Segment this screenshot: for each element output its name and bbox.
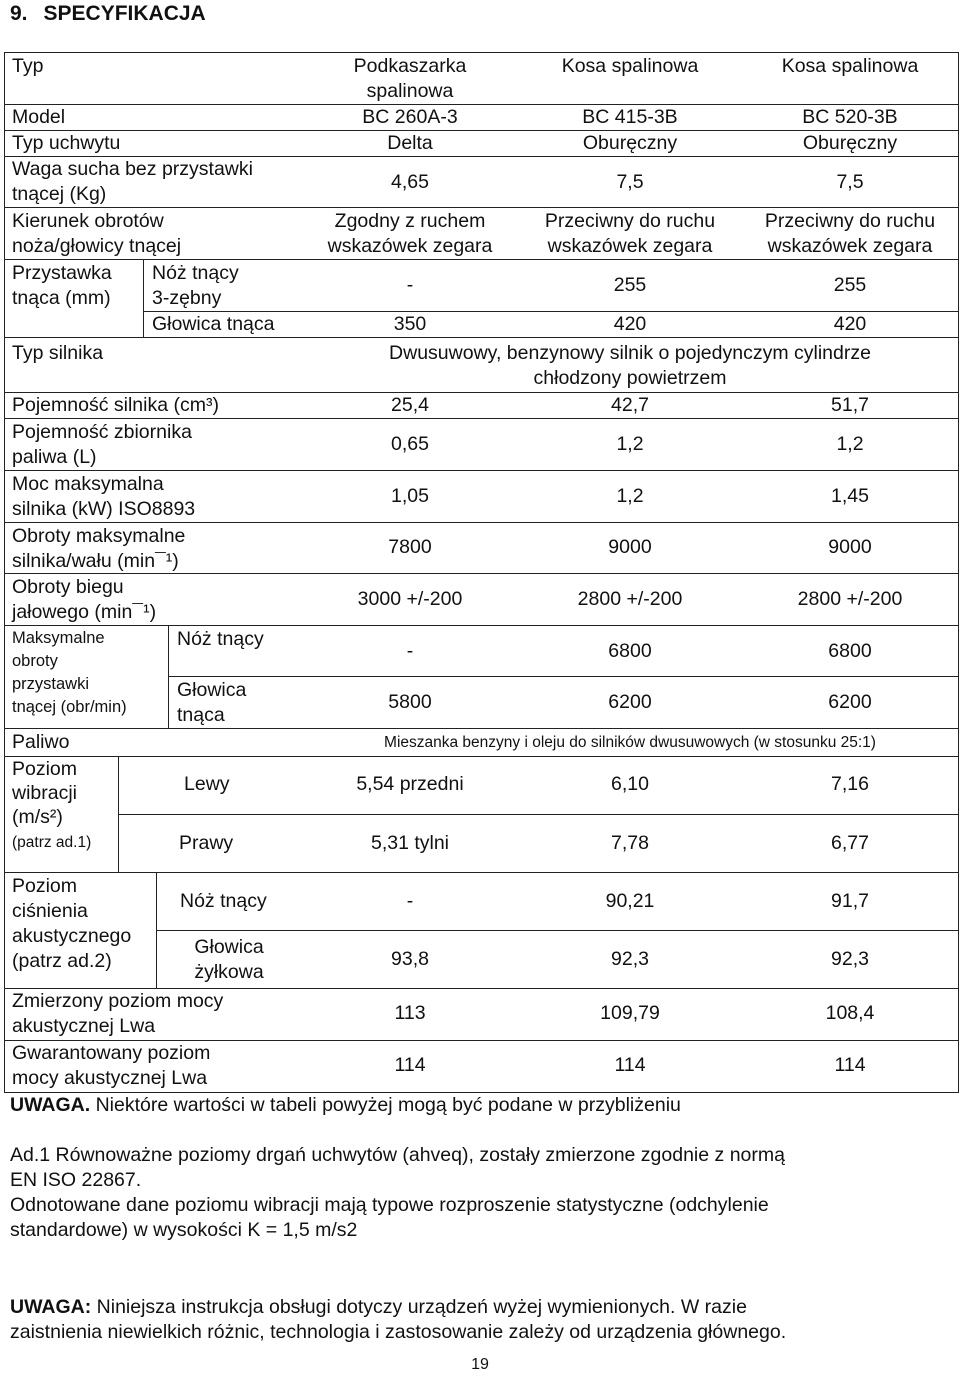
warning-text: Niektóre wartości w tabeli powyżej mogą być podane w przybliżeniu bbox=[90, 1094, 681, 1116]
weight-value-1: 4,65 bbox=[391, 171, 429, 193]
pressure-head-value-3: 92,3 bbox=[831, 948, 869, 970]
table-border-top bbox=[4, 52, 959, 53]
ad1-line3: Odnotowane dane poziomu wibracji mają typowe rozproszenie statystyczne (odchylenie bbox=[10, 1194, 769, 1216]
attachment-blade-label-line2: 3-zębny bbox=[152, 287, 222, 309]
vibration-right-label: Prawy bbox=[179, 832, 234, 854]
column-divider bbox=[143, 259, 144, 337]
idle-rpm-value-3: 2800 +/-200 bbox=[797, 588, 903, 610]
header-col2: Kosa spalinowa bbox=[561, 55, 699, 77]
attachment-blade-value-3: 255 bbox=[833, 274, 867, 296]
model-value-3: BC 520-3B bbox=[802, 106, 898, 128]
rotation-value-2-line2: wskazówek zegara bbox=[547, 235, 713, 257]
measured-power-label-line2: akustycznej Lwa bbox=[12, 1015, 156, 1037]
attachment-blade-value-2: 255 bbox=[613, 274, 647, 296]
measured-power-value-2: 109,79 bbox=[600, 1002, 660, 1024]
idle-rpm-label-line2: jałowego (min¯¹) bbox=[12, 601, 157, 623]
guaranteed-power-value-2: 114 bbox=[614, 1054, 646, 1076]
power-label-line1: Moc maksymalna bbox=[12, 473, 164, 495]
pressure-label-line4: (patrz ad.2) bbox=[12, 950, 112, 972]
power-label-line2: silnika (kW) ISO8893 bbox=[12, 498, 196, 520]
power-value-1: 1,05 bbox=[391, 485, 429, 507]
row-divider bbox=[4, 522, 959, 523]
row-divider bbox=[4, 756, 959, 757]
row-divider bbox=[168, 676, 959, 677]
column-divider bbox=[168, 625, 169, 728]
row-divider bbox=[156, 930, 959, 931]
attachment-rpm-head-value-1: 5800 bbox=[388, 691, 432, 713]
warning-bold-label: UWAGA. bbox=[10, 1094, 91, 1116]
row-divider bbox=[4, 872, 959, 873]
handle-value-3: Oburęczny bbox=[802, 132, 898, 154]
attachment-rpm-label-line1: Maksymalne bbox=[12, 629, 105, 647]
section-title: SPECYFIKACJA bbox=[43, 2, 206, 25]
vibration-label-line3: (m/s²) bbox=[12, 806, 63, 828]
attachment-rpm-label-line2: obroty bbox=[12, 652, 58, 670]
vibration-right-value-1: 5,31 tylni bbox=[370, 832, 450, 854]
attachment-label-line1: Przystawka bbox=[12, 262, 112, 284]
guaranteed-power-label-line1: Gwarantowany poziom bbox=[12, 1042, 211, 1064]
model-value-2: BC 415-3B bbox=[582, 106, 678, 128]
row-divider bbox=[4, 470, 959, 471]
attachment-head-value-2: 420 bbox=[613, 313, 647, 335]
engine-value-line1: Dwusuwowy, benzynowy silnik o pojedynczym cylindrze bbox=[389, 342, 871, 364]
displacement-value-2: 42,7 bbox=[611, 394, 649, 416]
approximation-warning bbox=[10, 1093, 950, 1118]
vibration-note: (patrz ad.1) bbox=[12, 834, 92, 851]
max-rpm-value-2: 9000 bbox=[608, 536, 652, 558]
attachment-rpm-blade-label: Nóż tnący bbox=[177, 628, 264, 650]
attachment-head-value-3: 420 bbox=[833, 313, 867, 335]
fuel-value: Mieszanka benzyny i oleju do silników dwusuwowych (w stosunku 25:1) bbox=[384, 734, 876, 751]
section-heading bbox=[10, 2, 222, 26]
row-divider bbox=[4, 337, 959, 338]
pressure-label-line3: akustycznego bbox=[12, 925, 132, 947]
engine-label: Typ silnika bbox=[12, 342, 104, 364]
header-col1-line2: spalinowa bbox=[366, 80, 454, 102]
measured-power-value-3: 108,4 bbox=[825, 1002, 875, 1024]
attachment-rpm-blade-value-1: - bbox=[406, 640, 414, 662]
pressure-blade-label: Nóż tnący bbox=[180, 890, 267, 912]
model-value-1: BC 260A-3 bbox=[362, 106, 458, 128]
measured-power-label-line1: Zmierzony poziom mocy bbox=[12, 990, 224, 1012]
rotation-label-line1: Kierunek obrotów bbox=[12, 210, 164, 232]
table-border-left bbox=[4, 52, 5, 1093]
weight-value-2: 7,5 bbox=[616, 171, 644, 193]
model-label: Model bbox=[12, 106, 66, 128]
measured-power-value-1: 113 bbox=[394, 1002, 426, 1024]
pressure-head-label-line2: żyłkowa bbox=[194, 961, 264, 983]
attachment-rpm-head-label-line2: tnąca bbox=[177, 704, 225, 726]
weight-label-line2: tnącej (Kg) bbox=[12, 183, 107, 205]
pressure-head-value-2: 92,3 bbox=[611, 948, 649, 970]
pressure-head-label-line1: Głowica bbox=[194, 936, 264, 958]
guaranteed-power-label-line2: mocy akustycznej Lwa bbox=[12, 1067, 208, 1089]
attachment-rpm-head-value-3: 6200 bbox=[828, 691, 872, 713]
guaranteed-power-value-3: 114 bbox=[834, 1054, 866, 1076]
row-divider bbox=[4, 625, 959, 626]
pressure-label-line2: ciśnienia bbox=[12, 900, 88, 922]
attachment-rpm-blade-value-3: 6800 bbox=[828, 640, 872, 662]
attachment-rpm-label-line4: tnącej (obr/min) bbox=[12, 698, 127, 716]
vibration-right-value-3: 6,77 bbox=[831, 832, 869, 854]
attachment-blade-label-line1: Nóż tnący bbox=[152, 262, 239, 284]
pressure-head-value-1: 93,8 bbox=[391, 948, 429, 970]
max-rpm-value-1: 7800 bbox=[388, 536, 432, 558]
tank-label-line1: Pojemność zbiornika bbox=[12, 421, 192, 443]
pressure-blade-value-3: 91,7 bbox=[831, 890, 869, 912]
weight-value-3: 7,5 bbox=[836, 171, 864, 193]
general-warning-line2: zaistnienia niewielkich różnic, technologia i zastosowanie zależy od urządzenia głównego. bbox=[10, 1321, 787, 1343]
handle-label: Typ uchwytu bbox=[12, 132, 121, 154]
rotation-value-1-line2: wskazówek zegara bbox=[327, 235, 493, 257]
displacement-label: Pojemność silnika (cm³) bbox=[12, 394, 219, 416]
tank-value-1: 0,65 bbox=[391, 433, 429, 455]
handle-value-1: Delta bbox=[387, 132, 433, 154]
displacement-value-3: 51,7 bbox=[831, 394, 869, 416]
attachment-blade-value-1: - bbox=[406, 274, 414, 296]
pressure-blade-value-2: 90,21 bbox=[605, 890, 655, 912]
ad1-line2: EN ISO 22867. bbox=[10, 1169, 142, 1191]
rotation-label-line2: noża/głowicy tnącej bbox=[12, 235, 182, 257]
weight-label-line1: Waga sucha bez przystawki bbox=[12, 158, 253, 180]
power-value-2: 1,2 bbox=[616, 485, 644, 507]
pressure-label-line1: Poziom bbox=[12, 875, 78, 897]
rotation-value-2-line1: Przeciwny do ruchu bbox=[544, 210, 716, 232]
vibration-left-value-2: 6,10 bbox=[611, 773, 649, 795]
row-divider bbox=[4, 418, 959, 419]
header-col3: Kosa spalinowa bbox=[781, 55, 919, 77]
max-rpm-label-line1: Obroty maksymalne bbox=[12, 525, 186, 547]
idle-rpm-label-line1: Obroty biegu bbox=[12, 576, 124, 598]
attachment-rpm-head-label-line1: Głowica bbox=[177, 679, 247, 701]
vibration-label-line1: Poziom bbox=[12, 758, 78, 780]
engine-value-line2: chłodzony powietrzem bbox=[533, 367, 727, 389]
section-number: 9. bbox=[10, 2, 28, 25]
attachment-rpm-blade-value-2: 6800 bbox=[608, 640, 652, 662]
tank-label-line2: paliwa (L) bbox=[12, 446, 97, 468]
header-label: Typ bbox=[12, 55, 44, 77]
vibration-right-value-2: 7,78 bbox=[611, 832, 649, 854]
header-col1-line1: Podkaszarka bbox=[353, 55, 467, 77]
max-rpm-value-3: 9000 bbox=[828, 536, 872, 558]
displacement-value-1: 25,4 bbox=[391, 394, 429, 416]
idle-rpm-value-2: 2800 +/-200 bbox=[577, 588, 683, 610]
rotation-value-1-line1: Zgodny z ruchem bbox=[334, 210, 486, 232]
vibration-label-line2: wibracji bbox=[12, 782, 78, 804]
guaranteed-power-value-1: 114 bbox=[394, 1054, 426, 1076]
ad1-line4: standardowe) w wysokości K = 1,5 m/s2 bbox=[10, 1219, 358, 1241]
general-warning-bold-label: UWAGA: bbox=[10, 1296, 92, 1318]
row-divider bbox=[4, 728, 959, 729]
attachment-rpm-label-line3: przystawki bbox=[12, 675, 90, 693]
attachment-head-value-1: 350 bbox=[393, 313, 427, 335]
column-divider bbox=[118, 756, 119, 872]
rotation-value-3-line1: Przeciwny do ruchu bbox=[764, 210, 936, 232]
general-warning-text: Niniejsza instrukcja obsługi dotyczy urządzeń wyżej wymienionych. W razie bbox=[91, 1296, 747, 1318]
table-border-right bbox=[958, 52, 959, 1093]
row-divider bbox=[118, 814, 959, 815]
page-number: 19 bbox=[471, 1356, 489, 1373]
vibration-left-label: Lewy bbox=[184, 773, 230, 795]
tank-value-3: 1,2 bbox=[836, 433, 864, 455]
ad1-line1: Ad.1 Równoważne poziomy drgań uchwytów (ahveq), zostały zmierzone zgodnie z normą bbox=[10, 1144, 785, 1166]
vibration-left-value-1: 5,54 przedni bbox=[356, 773, 464, 795]
idle-rpm-value-1: 3000 +/-200 bbox=[357, 588, 463, 610]
tank-value-2: 1,2 bbox=[616, 433, 644, 455]
fuel-label: Paliwo bbox=[12, 731, 70, 753]
vibration-left-value-3: 7,16 bbox=[831, 773, 869, 795]
max-rpm-label-line2: silnika/wału (min¯¹) bbox=[12, 550, 179, 572]
attachment-rpm-head-value-2: 6200 bbox=[608, 691, 652, 713]
pressure-blade-value-1: - bbox=[406, 890, 414, 912]
general-warning-line1 bbox=[10, 1295, 950, 1320]
row-divider bbox=[4, 259, 959, 260]
handle-value-2: Oburęczny bbox=[582, 132, 678, 154]
power-value-3: 1,45 bbox=[831, 485, 869, 507]
attachment-head-label: Głowica tnąca bbox=[152, 313, 275, 335]
row-divider bbox=[4, 207, 959, 208]
attachment-label-line2: tnąca (mm) bbox=[12, 287, 111, 309]
column-divider bbox=[156, 872, 157, 988]
rotation-value-3-line2: wskazówek zegara bbox=[767, 235, 933, 257]
